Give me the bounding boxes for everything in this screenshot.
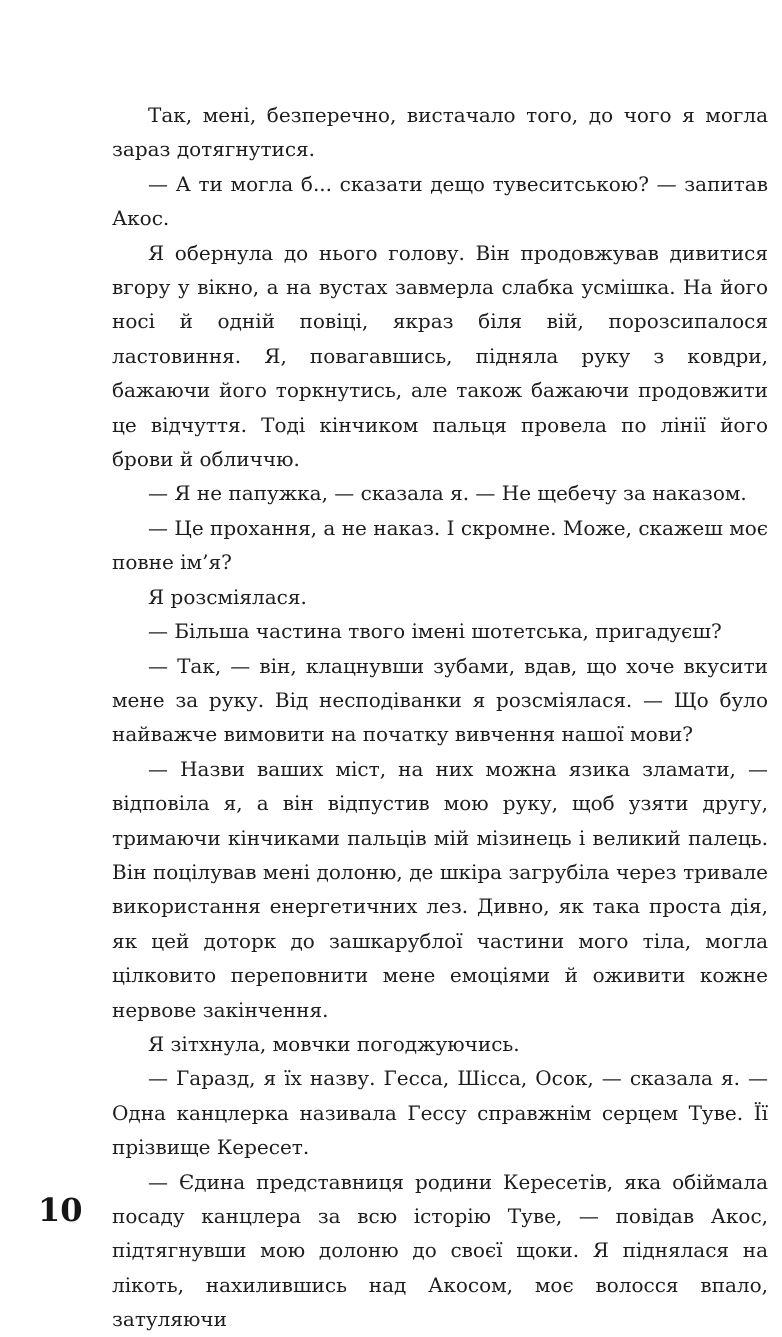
body-text: [112, 98, 768, 1337]
page-number: 10: [38, 1191, 83, 1229]
paragraph: Я розсміялася.: [148, 584, 307, 609]
paragraph: — Єдина представниця родини Кересетів, яка обіймала посаду канцлера за всю історію Туве, — повідав Акос, підтягнувши мою долоню до своєї щоки. Я піднялася на лікоть, нахилившись над Акосом, моє волосся впало, затуляючи: [112, 1169, 768, 1332]
paragraph: — Більша частина твого імені шотетська, пригадуєш?: [148, 619, 722, 644]
paragraph: Я обернула до нього голову. Він продовжував дивитися вгору у вікно, а на вустах завмерла слабка усмішка. На його носі й одній повіці, якраз біля вій, порозсипалося ластовиння. Я, повагавшись, підняла руку з ковдри, бажаючи його торкнутись, але також бажаючи продовжити це відчуття. Тоді кінчиком пальця провела по лінії його брови й обличчю.: [112, 240, 768, 472]
paragraph: — Назви ваших міст, на них можна язика зламати, — відповіла я, а він відпустив мою руку, щоб узяти другу, тримаючи кінчиками пальців мій мізинець і великий палець. Він поцілував мені долоню, де шкіра загрубіла через тривале використання енергетичних лез. Дивно, як така проста дія, як цей доторк до зашкарублої частини мого тіла, могла цілковито переповнити мене емоціями й оживити кожне нервове закінчення.: [112, 756, 768, 1022]
paragraph: Так, мені, безперечно, вистачало того, до чого я могла зараз дотягнутися.: [112, 103, 768, 162]
paragraph: — Так, — він, клацнувши зубами, вдав, що хоче вкусити мене за руку. Від несподіванки я розсміялася. — Що було найважче вимовити на початку вивчення нашої мови?: [112, 653, 768, 747]
paragraph: — Я не папужка, — сказала я. — Не щебечу за наказом.: [148, 481, 747, 506]
paragraph: — А ти могла б... сказати дещо тувеситською? — запитав Акос.: [112, 171, 768, 231]
paragraph: — Це прохання, а не наказ. І скромне. Може, скажеш моє повне ім’я?: [112, 515, 768, 575]
paragraph: Я зітхнула, мовчки погоджуючись.: [148, 1031, 520, 1056]
paragraph: — Гаразд, я їх назву. Гесса, Шісса, Осок, — сказала я. — Одна канцлерка називала Гессу справжнім серцем Туве. Її прізвище Кересет.: [112, 1066, 768, 1160]
